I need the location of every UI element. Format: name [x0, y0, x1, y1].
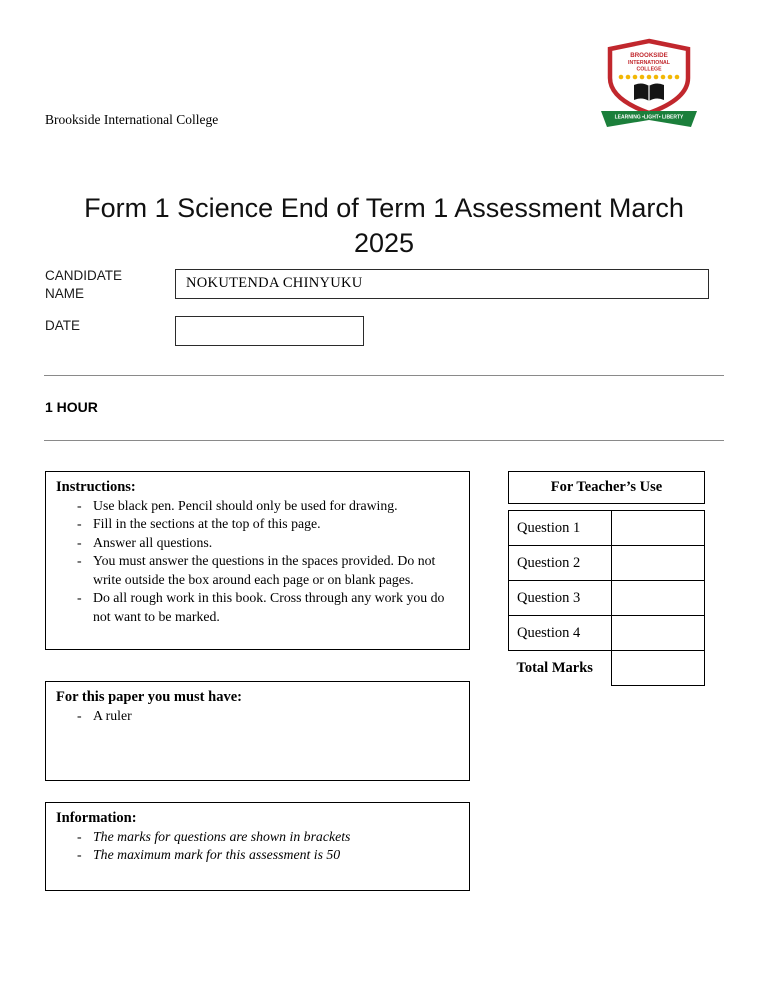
date-input[interactable] [175, 316, 364, 346]
page-title: Form 1 Science End of Term 1 Assessment March 2025 [84, 193, 684, 258]
horizontal-divider [44, 440, 724, 441]
materials-box [45, 681, 470, 781]
svg-text:LEARNING •LIGHT• LIBERTY: LEARNING •LIGHT• LIBERTY [614, 114, 684, 121]
table-row [509, 511, 705, 546]
svg-text:INTERNATIONAL: INTERNATIONAL [628, 60, 670, 66]
question-1-label: Question 1 [509, 511, 612, 546]
information-item: - The marks for questions are shown in brackets [56, 828, 459, 846]
question-4-marks-cell[interactable] [611, 616, 704, 651]
teacher-use-panel [508, 471, 705, 686]
instruction-item: - You must answer the questions in the spaces provided. Do not write outside the box around each page or on blank pages. [56, 552, 459, 589]
teacher-use-table [508, 510, 705, 686]
svg-text:COLLEGE: COLLEGE [636, 66, 662, 73]
material-item: - A ruler [56, 707, 459, 725]
instructions-heading: Instructions: [56, 479, 136, 495]
table-row [509, 651, 705, 686]
question-1-marks-cell[interactable] [611, 511, 704, 546]
college-crest-icon [601, 36, 697, 130]
question-4-label: Question 4 [509, 616, 612, 651]
svg-text:BROOKSIDE: BROOKSIDE [630, 52, 668, 59]
table-row [509, 546, 705, 581]
information-box [45, 802, 470, 891]
duration-label: 1 HOUR [45, 399, 98, 415]
instruction-item: - Use black pen. Pencil should only be used for drawing. [56, 497, 459, 515]
college-logo [601, 36, 697, 130]
candidate-name-value: NOKUTENDA CHINYUKU [186, 275, 363, 291]
instruction-item: - Answer all questions. [56, 534, 459, 552]
question-2-label: Question 2 [509, 546, 612, 581]
chain-dots [619, 75, 680, 80]
information-item: - The maximum mark for this assessment is 50 [56, 846, 459, 864]
table-row [509, 616, 705, 651]
table-row [509, 581, 705, 616]
total-marks-cell[interactable] [611, 651, 704, 686]
motto-ribbon [601, 111, 697, 127]
instruction-item: - Fill in the sections at the top of this page. [56, 515, 459, 533]
date-label: DATE [45, 318, 81, 333]
question-3-label: Question 3 [509, 581, 612, 616]
horizontal-divider [44, 375, 724, 376]
instruction-item: - Do all rough work in this book. Cross through any work you do not want to be marked. [56, 589, 459, 626]
candidate-name-input[interactable] [175, 269, 709, 299]
question-2-marks-cell[interactable] [611, 546, 704, 581]
information-heading: Information: [56, 810, 137, 826]
question-3-marks-cell[interactable] [611, 581, 704, 616]
total-marks-label: Total Marks [509, 651, 612, 686]
teacher-use-heading: For Teacher’s Use [508, 471, 705, 504]
materials-heading: For this paper you must have: [56, 689, 242, 705]
candidate-name-label: CANDIDATE NAME [45, 268, 123, 301]
school-name: Brookside International College [45, 112, 219, 127]
instructions-box [45, 471, 470, 650]
book-icon [634, 83, 664, 101]
